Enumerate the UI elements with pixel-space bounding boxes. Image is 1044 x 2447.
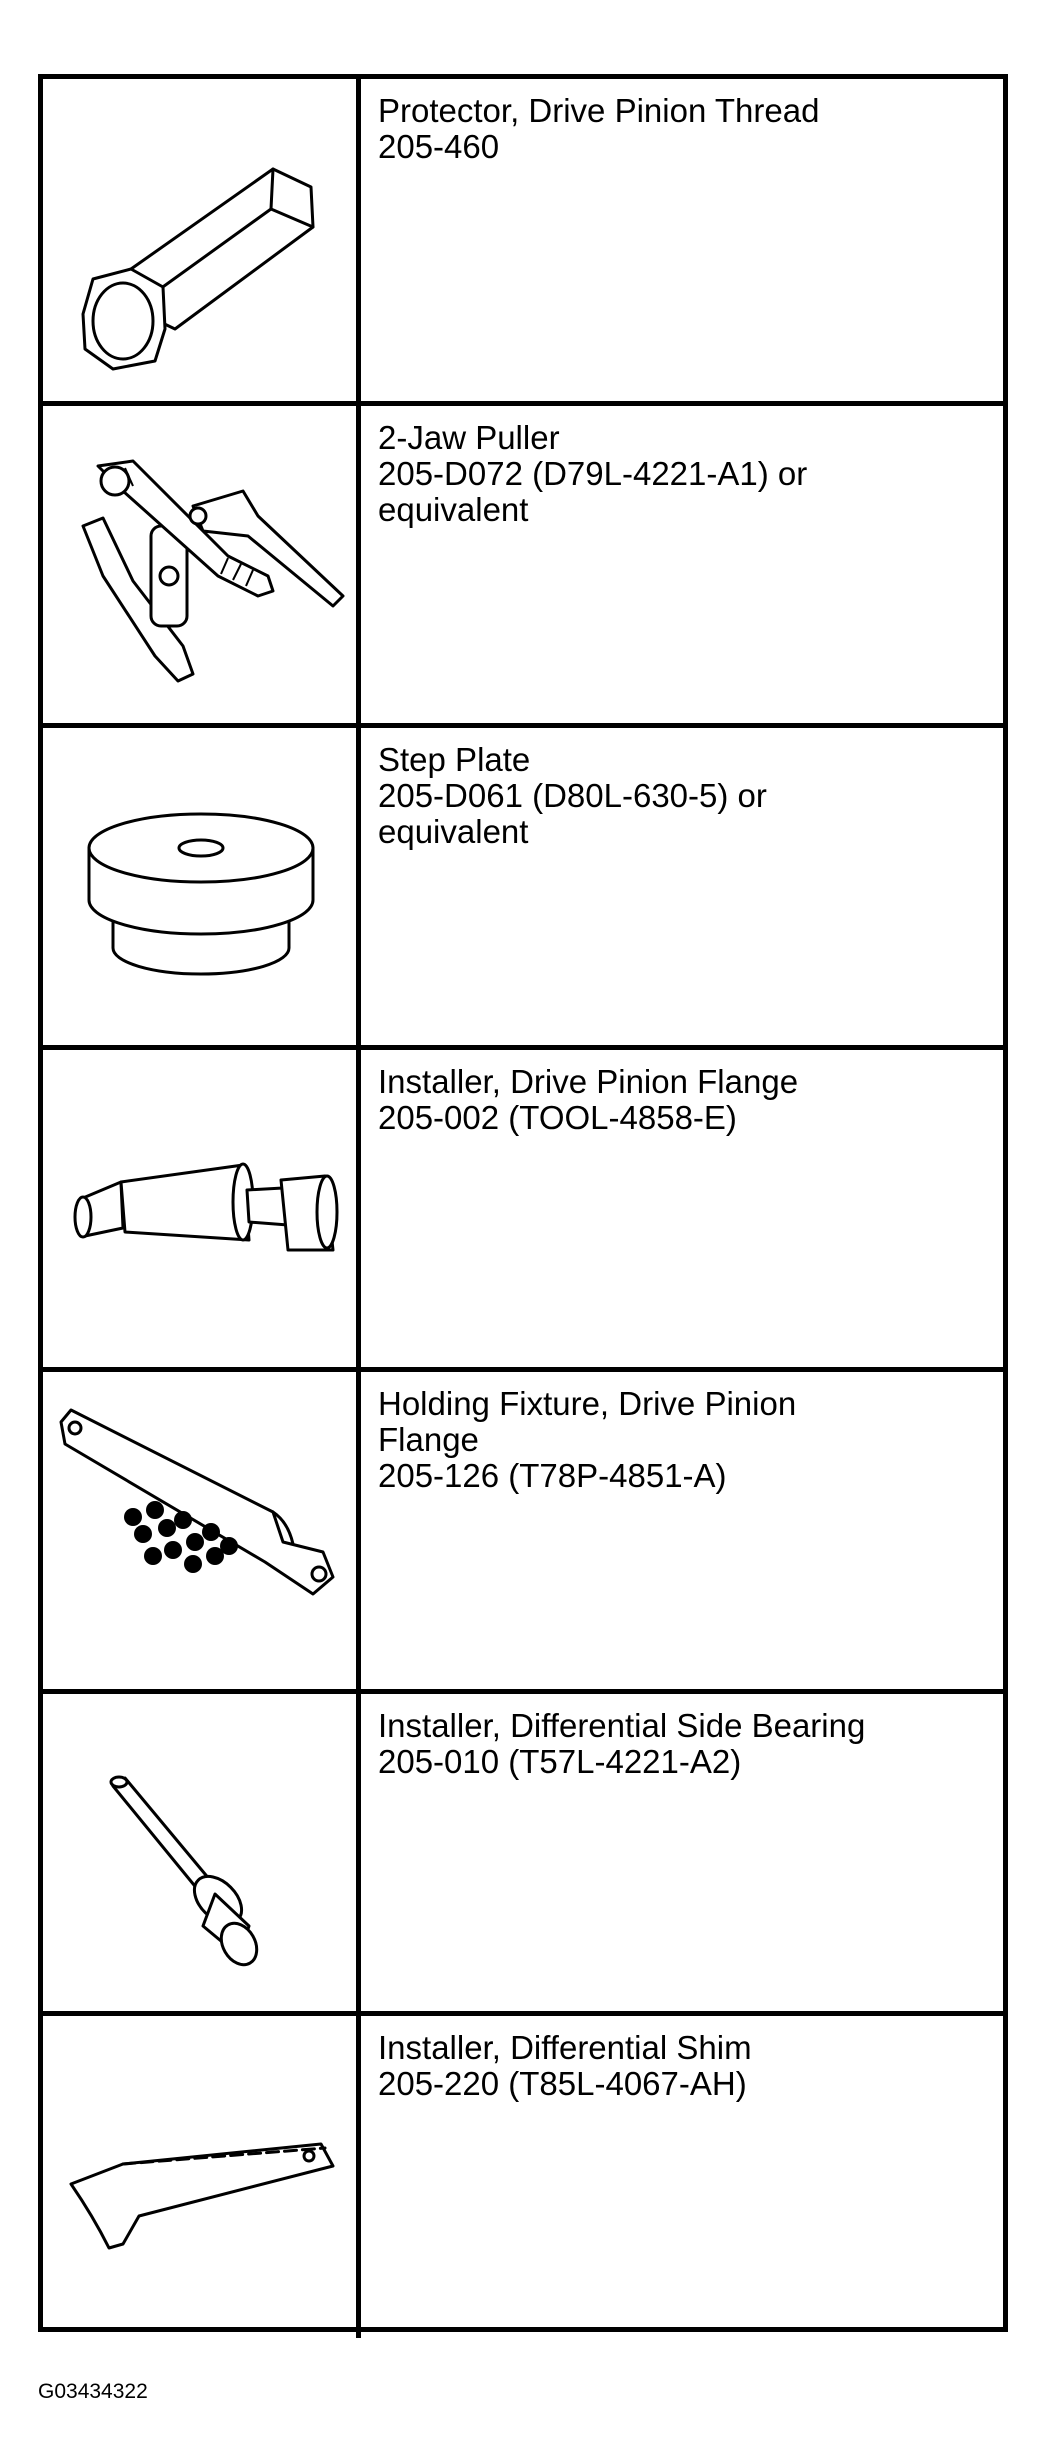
tool-image-cell xyxy=(43,406,361,728)
tool-note: equivalent xyxy=(378,813,529,850)
tool-name: Step Plate xyxy=(378,741,531,778)
tool-image-cell xyxy=(43,1372,361,1694)
tool-image-cell xyxy=(43,79,361,401)
tool-row xyxy=(43,2011,1003,2338)
tool-row xyxy=(43,1367,1003,1694)
tool-description xyxy=(378,2030,997,2102)
step-plate-icon xyxy=(43,728,361,1050)
pinion-thread-protector-icon xyxy=(43,79,361,401)
tool-description xyxy=(378,742,997,850)
tool-name-continued: Flange xyxy=(378,1421,479,1458)
tool-number: 205-D072 (D79L-4221-A1) or xyxy=(378,455,808,492)
tool-number: 205-010 (T57L-4221-A2) xyxy=(378,1743,742,1780)
tool-description xyxy=(378,420,997,528)
tool-description xyxy=(378,1708,997,1780)
tool-image-cell xyxy=(43,728,361,1050)
tool-name: Protector, Drive Pinion Thread xyxy=(378,92,820,129)
tool-row xyxy=(43,723,1003,1050)
tool-description xyxy=(378,1386,997,1494)
tool-image-cell xyxy=(43,1050,361,1372)
pinion-flange-installer-icon xyxy=(43,1050,361,1372)
two-jaw-puller-icon xyxy=(43,406,361,728)
tool-number: 205-D061 (D80L-630-5) or xyxy=(378,777,767,814)
tool-row xyxy=(43,79,1003,401)
tool-row xyxy=(43,1689,1003,2016)
figure-id: G03434322 xyxy=(38,2380,148,2403)
tool-description xyxy=(378,1064,997,1136)
tool-number: 205-002 (TOOL-4858-E) xyxy=(378,1099,737,1136)
tool-number: 205-126 (T78P-4851-A) xyxy=(378,1457,727,1494)
special-tools-table xyxy=(38,74,1008,2332)
tool-name: Holding Fixture, Drive Pinion xyxy=(378,1385,797,1422)
holding-fixture-icon xyxy=(43,1372,361,1694)
tool-name: Installer, Drive Pinion Flange xyxy=(378,1063,799,1100)
tool-number: 205-460 xyxy=(378,128,500,165)
tool-image-cell xyxy=(43,2016,361,2338)
tool-name: Installer, Differential Shim xyxy=(378,2029,752,2066)
tool-image-cell xyxy=(43,1694,361,2016)
tool-row xyxy=(43,401,1003,728)
side-bearing-installer-icon xyxy=(43,1694,361,2016)
tool-number: 205-220 (T85L-4067-AH) xyxy=(378,2065,747,2102)
tool-name: Installer, Differential Side Bearing xyxy=(378,1707,866,1744)
tool-note: equivalent xyxy=(378,491,529,528)
tool-row xyxy=(43,1045,1003,1372)
tool-name: 2-Jaw Puller xyxy=(378,419,560,456)
tool-description xyxy=(378,93,997,165)
differential-shim-installer-icon xyxy=(43,2016,361,2338)
